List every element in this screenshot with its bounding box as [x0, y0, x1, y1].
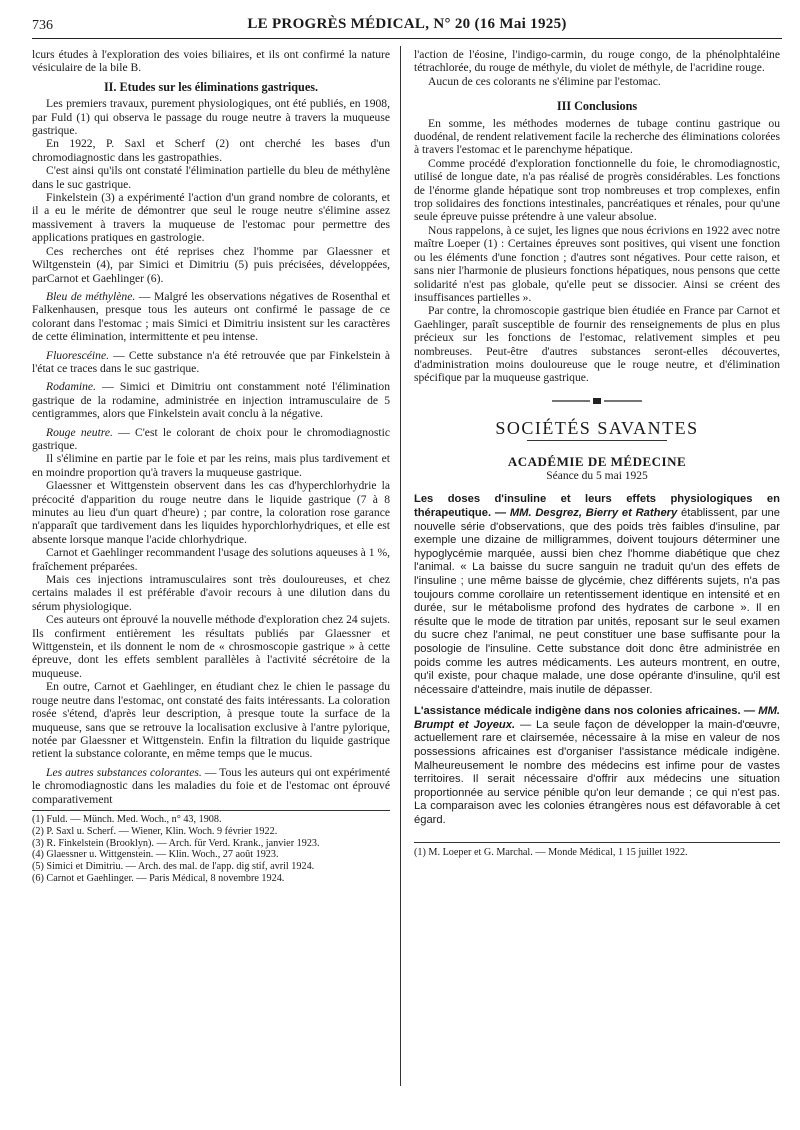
session-date: Séance du 5 mai 1925 [546, 469, 648, 482]
paragraph: C'est ainsi qu'ils ont constaté l'élimination partielle du bleu de méthylène dans le suc gastrique. [32, 164, 390, 191]
right-column [414, 48, 780, 859]
paragraph-rodamine [32, 380, 390, 420]
paragraph-rouge [32, 426, 390, 453]
paragraph-text: — Cette substance n'a été retrouvée que par Finkelstein à l'état ce traces dans le suc gastrique. [32, 348, 390, 375]
footnote: (2) P. Saxl u. Scherf. — Wiener, Klin. Woch. 9 février 1922. [32, 825, 278, 837]
report-insuline [414, 493, 780, 697]
section-title: III Conclusions [556, 99, 638, 114]
run-in-heading: Rouge neutre. [46, 425, 113, 439]
paragraph-autres [32, 766, 390, 806]
paragraph: Les premiers travaux, purement physiologiques, ont été publiés, en 1908, par Fuld (1) qui observa le passage du rouge neutre à travers la muqueuse gastrique. [32, 97, 390, 138]
report-text: établissent, par une nouvelle série d'observations, que des poids très faibles d'insuline, par exemple une dizaine de milligrammes, doivent toujours déterminer une hypoglycémie marquée, aussi bien chez l'homme diabétique que chez l'animal. « La baisse du sucre sanguin ne traduit qu'un des effets de l'insuline ; une même baisse de glycémie, chez différents sujets, n'a pas toujours comme corollaire un retentissement identique en intensité et en durée, sur le métabolisme profond des hydrates de carbone ». Il en résulte que le mode de titration par unités, reposant sur le seul examen du sucre chez l'animal, ne peut constituer une base suffisante pour la posologie de l'insuline. Cette substance doit donc être administrée en poids comme les autres médicaments. Les auteurs montrent, en outre, qu'il existe, pour chaque malade, une dose opérante d'insuline, qu'il est nécessaire d'atteindre, mais inutile de dépasser. [414, 506, 780, 696]
report-authors: MM. Brumpt et Joyeux. [414, 705, 780, 731]
paragraph: Il s'élimine en partie par le foie et par les reins, mais plus tardivement et en moindre proportion qu'à travers la muqueuse gastrique. [32, 452, 390, 479]
report-text: — La seule façon de développer la main-d'œuvre, actuellement rare et clairsemée, nécessaire à la mise en valeur de nos possessions africaines est d'organiser l'assistance médicale indigène. Malheureusement le nombre des médecins est infime pour de vastes territoires. Il serait nécessaire d'offrir aux médecins une situation proportionnée au service pénible qu'on leur demande ; ce qui n'est pas. La comparaison avec les colonies étrangères nous est défavorable à cet égard. [414, 718, 780, 827]
run-in-heading: Rodamine. [46, 380, 96, 394]
footnote: (1) Fuld. — Münch. Med. Woch., n° 43, 1908. [32, 813, 222, 825]
journal-title: LE PROGRÈS MÉDICAL, N° 20 (16 Mai 1925) [247, 16, 567, 32]
ornament-rule [552, 397, 642, 405]
societes-heading: SOCIÉTÉS SAVANTES [495, 418, 699, 439]
decorative-separator [414, 395, 780, 408]
footnote: (6) Carnot et Gaehlinger. — Paris Médical, 8 novembre 1924. [32, 872, 285, 884]
run-in-heading: Les autres substances colorantes. [46, 765, 202, 779]
page-number: 736 [32, 18, 53, 33]
paragraph: Carnot et Gaehlinger recommandent l'usage des solutions aqueuses à 1 %, fraîchement préparées. [32, 546, 390, 573]
paragraph: Par contre, la chromoscopie gastrique bien étudiée en France par Carnot et Gaehlinger, paraît susceptible de fournir des renseignements de plus en plus précieux sur les fonctions de l'estomac, relativement simples et peu nombreuses. Peut-être d'autres substances seront-elles découvertes, d'administration moins douloureuse que le rouge neutre, et d'élimination spécifique par la muqueuse gastrique. [414, 304, 780, 385]
paragraph: Ces recherches ont été reprises chez l'homme par Glaessner et Wiltgenstein (4), par Simici et Dimitriu (5) puis précisées, développées, parCarnot et Gaehlinger (6). [32, 244, 390, 285]
paragraph: Comme procédé d'exploration fonctionnelle du foie, le chromodiagnostic, utilisé de longue date, n'a pas réalisé de progrès considérables. Les fonctions de l'énorme glande hépatique sont trop nombreuses et trop complexes, enfin trop solidaires des fonctions intestinales, pancréatiques et rénales, pour qu'une seule épreuve puisse prétendre à une valeur absolue. [414, 156, 780, 224]
paragraph-fluorescein [32, 349, 390, 376]
heading-rule [527, 440, 667, 441]
paragraph: Ces auteurs ont éprouvé la nouvelle méthode d'exploration chez 24 sujets. Ils confirment entièrement les résultats publiés par Glaessner et Wittgenstein, et ils donnent le nom de « chrosmoscopie gastrique » à cette épreuve, dont les effets semblent parallèles à l'activité sécrétoire de la muqueuse. [32, 613, 390, 680]
left-column [32, 48, 390, 885]
report-authors: — MM. Desgrez, Bierry et Rathery [494, 506, 678, 519]
paragraph: En 1922, P. Saxl et Scherf (2) ont cherché les bases d'un chromodiagnostic dans les gastropathies. [32, 137, 390, 164]
footnote: (4) Glaessner u. Wittgenstein. — Klin. Woch., 27 août 1923. [32, 849, 279, 861]
academie-heading: ACADÉMIE DE MÉDECINE [507, 453, 687, 469]
paragraph: Glaessner et Wittgenstein observent dans les cas d'hyperchlorhydrie la précocité d'apparition du rouge neutre dans le liquide gastrique (7 à 8 minutes au lieu d'un quart d'heure) ; par contre, la coloration rose garance n'apparaît que tardivement dans les liquides hyporchlorhydriques, et elle est absente lorsque manque l'acide chlorhydrique. [32, 479, 390, 546]
footnote: (3) R. Finkelstein (Brooklyn). — Arch. für Verd. Krank., janvier 1923. [32, 837, 320, 849]
paragraph: En somme, les méthodes modernes de tubage continu gastrique ou duodénal, de rendent relativement facile la recherche des éliminations colorées à travers l'estomac et le parenchyme hépatique. [414, 116, 780, 157]
paragraph: En outre, Carnot et Gaehlinger, en étudiant chez le chien le passage du rouge neutre dans l'estomac, ont constaté des faits intéressants. La coloration rosée s'étend, d'après leur description, à presque toute la surface de la muqueuse, sans que se retrouve la localisation exclusive à l'antre pylorique, notée par Glaessner et Wittgenstein. Enfin la filtration du liquide gastrique retient la substance colorante, en même temps que le mucus. [32, 680, 390, 761]
paragraph: Nous rappelons, à ce sujet, les lignes que nous écrivions en 1922 avec notre maître Loeper (1) : Certaines épreuves sont positives, qui visent une fonction ou les éléments d'une fonction ; d'autres sont négatives. Pour cette raison, et sans nier l'harmonie de plusieurs fonctions hépatiques, nous pensons que cette solidarité n'est pas globale, qu'elle peut se dissocier. Ainsi se créent des insuffisances partielles ». [414, 223, 780, 304]
paragraph-text: — Simici et Dimitriu ont constamment noté l'élimination gastrique de la rodamine, administrée en injection intramusculaire de 5 centigrammes, alors que Finkelstein avait conclu à la négative. [32, 380, 390, 421]
paragraph: Finkelstein (3) a expérimenté l'action d'un grand nombre de colorants, et il a eu le mérite de démontrer que seul le rouge neutre s'élimine assez massivement à travers la muqueuse de l'estomac pour permettre des applications pratiques en gastrologie. [32, 191, 390, 245]
column-divider [400, 46, 401, 1086]
paragraph-bleu [32, 290, 390, 344]
run-in-heading: Fluorescéine. [46, 348, 109, 362]
paragraph: lcurs études à l'exploration des voies biliaires, et ils ont confirmé la nature vésiculaire de la bile B. [32, 48, 390, 75]
report-title: L'assistance médicale indigène dans nos colonies africaines. — [414, 705, 756, 718]
paragraph-text: — Malgré les observations négatives de Rosenthal et Falkenhausen, presque tous les auteurs ont confirmé le passage de ce colorant dans l'estomac ; mais Simici et Dimitriu insistent sur les caractères de cette élimination, intermittente et peu intense. [32, 289, 390, 344]
paragraph-text: — C'est le colorant de choix pour le chromodiagnostic gastrique. [32, 425, 390, 452]
paragraph-text: — Tous les auteurs qui ont expérimenté le chromodiagnostic dans les maladies du foie et de l'estomac ont éprouvé comparativement [32, 765, 390, 806]
run-in-heading: Bleu de méthylène. [46, 289, 136, 303]
report-assistance [414, 705, 780, 827]
footnotes [32, 810, 390, 885]
report-title: Les doses d'insuline et leurs effets physiologiques en thérapeutique. [414, 493, 780, 519]
section-title: II. Etudes sur les éliminations gastriques. [103, 79, 319, 94]
paragraph: Aucun de ces colorants ne s'élimine par l'estomac. [428, 74, 661, 88]
footnote: (1) M. Loeper et G. Marchal. — Monde Médical, 1 15 juillet 1922. [414, 842, 780, 859]
footnote: (5) Simici et Dimitriu. — Arch. des mal. de l'app. dig stif, avril 1924. [32, 861, 315, 873]
page-header [32, 16, 782, 39]
paragraph: Mais ces injections intramusculaires sont très douloureuses, et chez certains malades il est préférable d'avoir recours à une dilution dans du sérum physiologique. [32, 573, 390, 613]
paragraph: l'action de l'éosine, l'indigo-carmin, du rouge congo, de la phénolphtaléine tétrachlorée, du rouge de méthyle, du violet de méthyle, de l'acridine rouge. [414, 48, 780, 75]
